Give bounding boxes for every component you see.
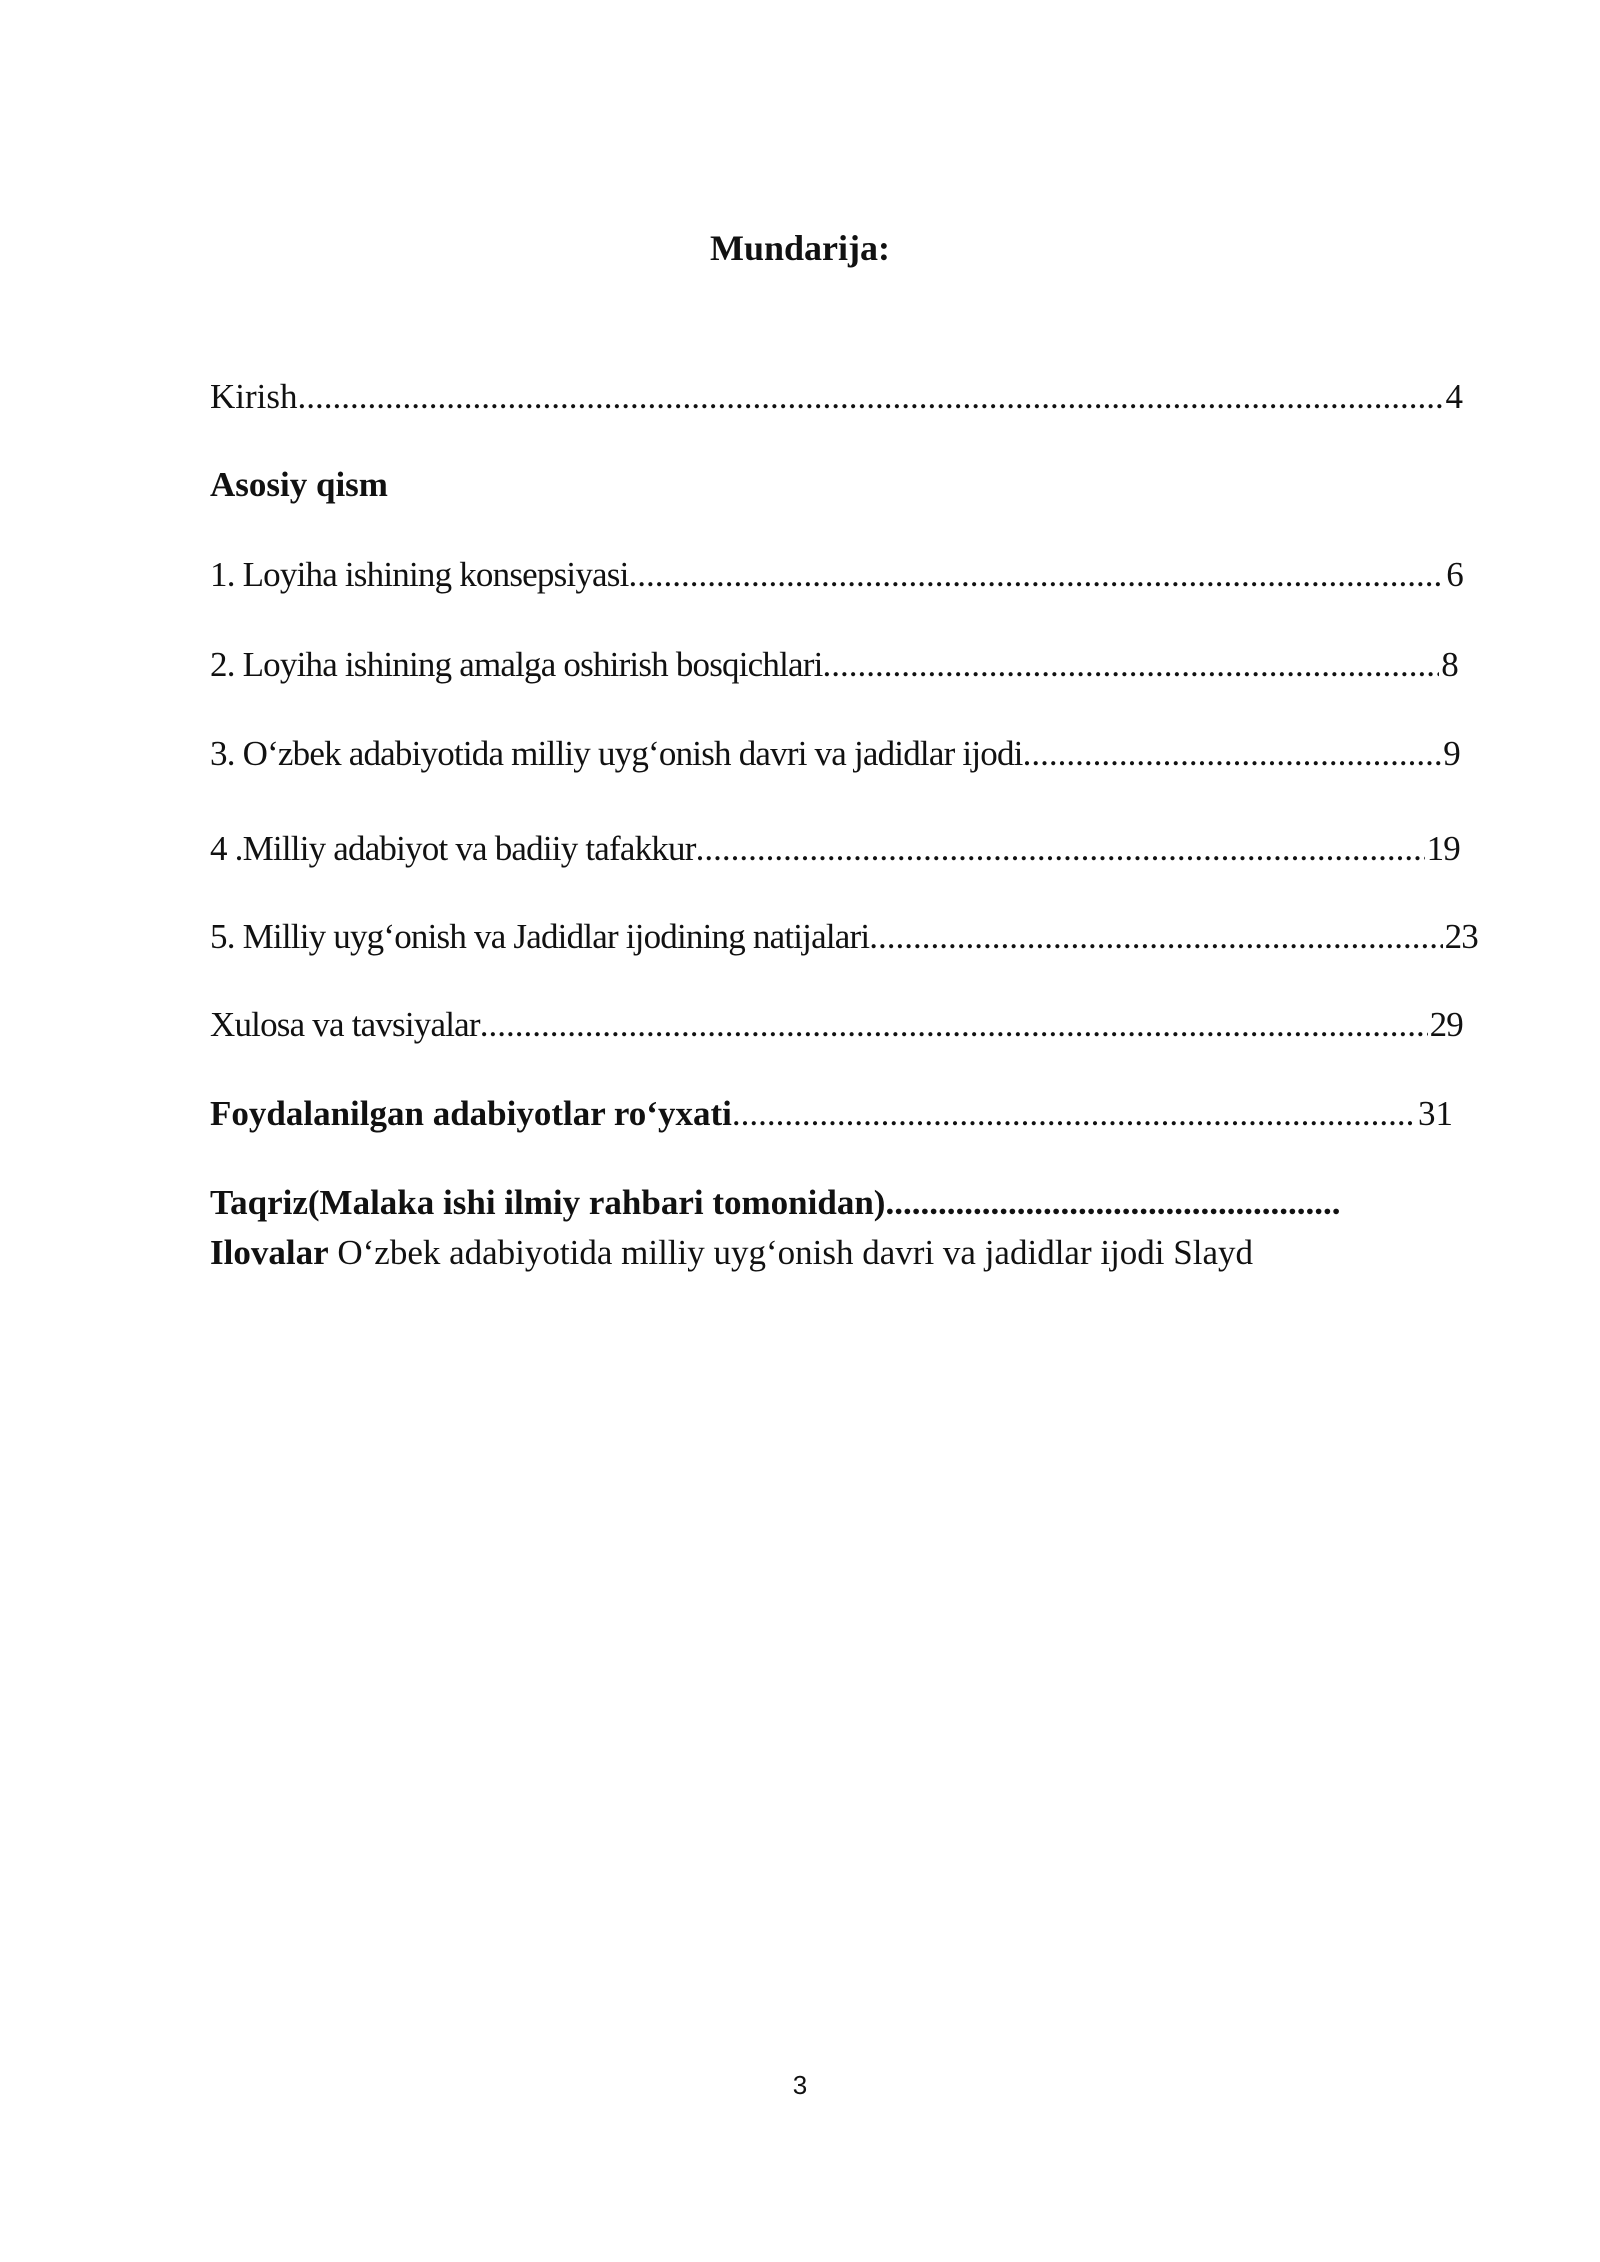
toc-entry-label: 2. Loyiha ishining amalga oshirish bosqichlari — [210, 645, 823, 684]
toc-entry-page: 8 — [1441, 645, 1458, 684]
toc-entry-page: 23 — [1444, 917, 1478, 956]
toc-entry-item-1 — [210, 552, 1463, 598]
toc-entry-label: 4 .Milliy adabiyot va badiiy tafakkur — [210, 829, 696, 868]
toc-entry-intro — [210, 374, 1463, 420]
toc-entry-page: 29 — [1429, 1005, 1463, 1044]
toc-entry-label: 5. Milliy uyg‘onish va Jadidlar ijodining natijalari — [210, 917, 870, 956]
toc-entry-label: 1. Loyiha ishining konsepsiyasi — [210, 555, 629, 594]
toc-entry-review — [210, 1180, 1450, 1226]
page-number: 3 — [792, 2070, 808, 2100]
toc-entry-conclusion — [210, 1002, 1463, 1048]
dot-leader — [298, 374, 1444, 420]
dot-leader — [696, 826, 1425, 872]
section-heading: Asosiy qism — [210, 465, 388, 504]
toc-entry-references — [210, 1091, 1453, 1137]
appendix-label: Ilovalar — [210, 1233, 329, 1272]
toc-entry-item-5 — [210, 914, 1478, 960]
dot-leader — [732, 1091, 1416, 1137]
toc-entry-appendix — [210, 1230, 1253, 1276]
toc-entry-page: 4 — [1445, 377, 1463, 416]
toc-entry-item-2 — [210, 642, 1458, 688]
toc-entry-item-4 — [210, 826, 1460, 872]
toc-entry-label: Kirish — [210, 377, 298, 416]
toc-entry-label: Foydalanilgan adabiyotlar ro‘yxati — [210, 1094, 732, 1133]
dot-leader — [869, 914, 1442, 960]
dot-leader — [1023, 731, 1442, 777]
dot-leader — [629, 552, 1445, 598]
toc-entry-page: 6 — [1446, 555, 1463, 594]
toc-entry-label: Taqriz(Malaka ishi ilmiy rahbari tomonidan) — [210, 1183, 886, 1222]
toc-entry-page: 31 — [1418, 1094, 1453, 1133]
toc-entry-page: 19 — [1426, 829, 1460, 868]
dot-leader — [480, 1002, 1428, 1048]
toc-entry-label: Xulosa va tavsiyalar — [210, 1005, 480, 1044]
toc-entry-item-3 — [210, 731, 1460, 777]
page-title: Mundarija: — [710, 228, 890, 268]
review-dots: .................................................... — [885, 1183, 1341, 1222]
dot-leader — [823, 642, 1440, 688]
toc-entry-page: 9 — [1443, 734, 1460, 773]
toc-entry-label: 3. O‘zbek adabiyotida milliy uyg‘onish davri va jadidlar ijodi — [210, 734, 1023, 773]
appendix-text: O‘zbek adabiyotida milliy uyg‘onish davri va jadidlar ijodi Slayd — [328, 1233, 1253, 1272]
